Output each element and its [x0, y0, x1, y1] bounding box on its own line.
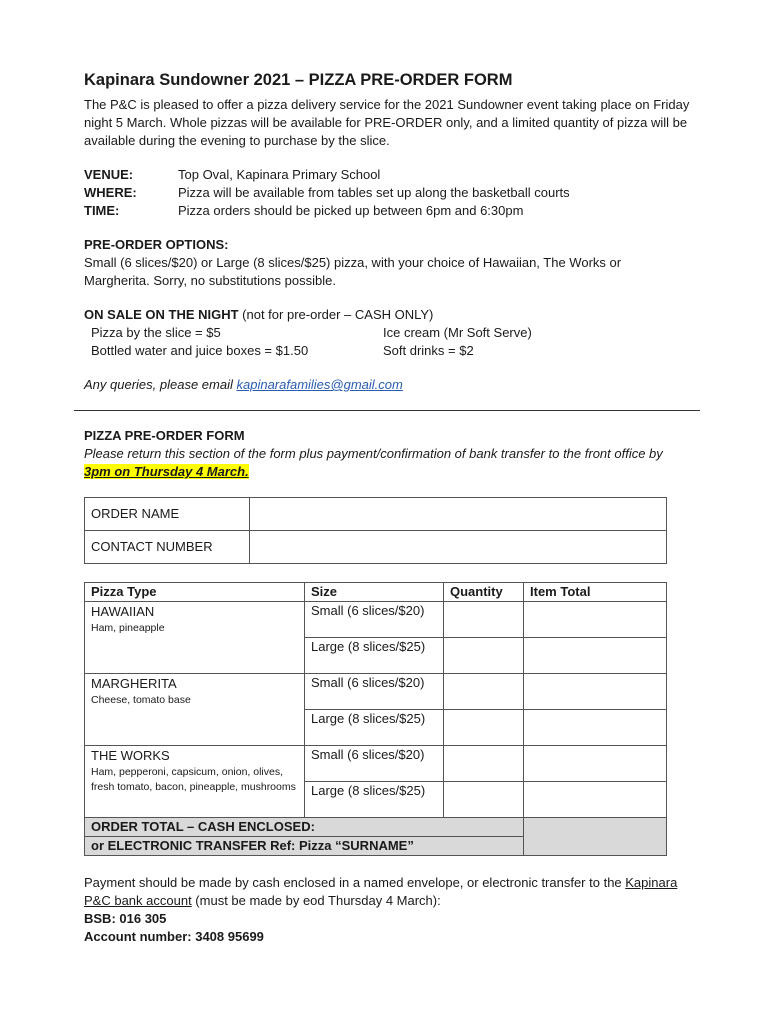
- order-total-label: ORDER TOTAL – CASH ENCLOSED:: [85, 818, 524, 837]
- item-total-field[interactable]: [524, 602, 667, 638]
- preorder-section: [84, 236, 690, 290]
- table-header-row: [85, 583, 667, 602]
- column-header: Item Total: [524, 583, 667, 602]
- onsale-item: Pizza by the slice = $5: [91, 325, 221, 340]
- item-total-field[interactable]: [524, 782, 667, 818]
- pizza-description: Ham, pepperoni, capsicum, onion, olives, fresh tomato, bacon, pineapple, mushrooms: [91, 766, 296, 793]
- order-total-field[interactable]: [524, 818, 667, 856]
- payment-text-1: Payment should be made by cash enclosed in a named envelope, or electronic transfer to the: [84, 875, 626, 890]
- payment-section: [84, 874, 690, 946]
- column-header: Quantity: [444, 583, 524, 602]
- info-label: TIME:: [84, 203, 120, 218]
- onsale-item: Bottled water and juice boxes = $1.50: [91, 343, 309, 358]
- column-header: Pizza Type: [85, 583, 305, 602]
- form-heading: PIZZA PRE-ORDER FORM: [84, 428, 245, 443]
- size-cell: Large (8 slices/$25): [305, 782, 444, 818]
- contact-number-row: [85, 531, 667, 564]
- pizza-order-table: [84, 582, 667, 856]
- order-total-row: [85, 818, 667, 837]
- pizza-name: MARGHERITA: [91, 676, 177, 691]
- deadline-highlight: 3pm on Thursday 4 March.: [84, 464, 249, 479]
- account-number: Account number: 3408 95699: [84, 929, 264, 944]
- pizza-type-the-works: [85, 746, 305, 818]
- quantity-field[interactable]: [444, 746, 524, 782]
- info-row-where: [84, 184, 690, 202]
- info-value: Pizza orders should be picked up between 6pm and 6:30pm: [178, 203, 524, 218]
- size-cell: Small (6 slices/$20): [305, 746, 444, 782]
- intro-paragraph: The P&C is pleased to offer a pizza delivery service for the 2021 Sundowner event taking place on Friday night 5 March. Whole pizzas will be available for PRE-ORDER only, and a limited quantity of pizza will be available during the evening to purchase by the slice.: [84, 97, 690, 148]
- order-name-row: [85, 498, 667, 531]
- item-total-field[interactable]: [524, 638, 667, 674]
- contact-number-field[interactable]: [250, 531, 667, 564]
- pizza-name: THE WORKS: [91, 748, 170, 763]
- info-row-venue: [84, 166, 690, 184]
- payment-text-2: (must be made by eod Thursday 4 March):: [191, 893, 441, 908]
- table-row: [85, 746, 667, 782]
- onsale-note: (not for pre-order – CASH ONLY): [238, 307, 434, 322]
- onsale-item: Soft drinks = $2: [383, 343, 474, 358]
- size-cell: Small (6 slices/$20): [305, 674, 444, 710]
- pizza-type-hawaiian: [85, 602, 305, 674]
- quantity-field[interactable]: [444, 710, 524, 746]
- order-name-field[interactable]: [250, 498, 667, 531]
- event-info: [84, 166, 690, 220]
- order-details-table: [84, 497, 667, 564]
- table-row: [85, 602, 667, 638]
- pizza-type-margherita: [85, 674, 305, 746]
- payment-text: [84, 874, 690, 910]
- item-total-field[interactable]: [524, 746, 667, 782]
- transfer-ref-label: or ELECTRONIC TRANSFER Ref: Pizza “SURNAME”: [85, 837, 524, 856]
- preorder-heading: PRE-ORDER OPTIONS:: [84, 237, 229, 252]
- form-instruction-text: Please return this section of the form plus payment/confirmation of bank transfer to the front office by: [84, 446, 663, 461]
- onsale-heading-line: [84, 306, 690, 324]
- info-value: Top Oval, Kapinara Primary School: [178, 167, 381, 182]
- bank-account-link: Kapinara P&C bank account: [84, 875, 678, 908]
- page-title: Kapinara Sundowner 2021 – PIZZA PRE-ORDER FORM: [84, 71, 513, 89]
- queries-text: Any queries, please email: [84, 377, 237, 392]
- email-link[interactable]: kapinarafamilies@gmail.com: [236, 377, 403, 392]
- pizza-name: HAWAIIAN: [91, 604, 155, 619]
- info-label: WHERE:: [84, 185, 137, 200]
- item-total-field[interactable]: [524, 674, 667, 710]
- size-cell: Large (8 slices/$25): [305, 638, 444, 674]
- info-value: Pizza will be available from tables set up along the basketball courts: [178, 185, 570, 200]
- divider: [74, 410, 700, 411]
- table-row: [85, 674, 667, 710]
- order-name-label: ORDER NAME: [85, 498, 250, 531]
- quantity-field[interactable]: [444, 638, 524, 674]
- info-label: VENUE:: [84, 167, 134, 182]
- preorder-text: Small (6 slices/$20) or Large (8 slices/$25) pizza, with your choice of Hawaiian, The Works or Margherita. Sorry, no substitutions possible.: [84, 255, 622, 288]
- quantity-field[interactable]: [444, 602, 524, 638]
- item-total-field[interactable]: [524, 710, 667, 746]
- pizza-description: Cheese, tomato base: [91, 694, 191, 706]
- onsale-heading: ON SALE ON THE NIGHT: [84, 307, 239, 322]
- document-page: [84, 70, 690, 946]
- info-row-time: [84, 202, 690, 220]
- contact-number-label: CONTACT NUMBER: [85, 531, 250, 564]
- form-instruction: [84, 445, 690, 481]
- pizza-description: Ham, pineapple: [91, 622, 165, 634]
- onsale-items: [84, 324, 690, 360]
- onsale-section: [84, 306, 690, 360]
- size-cell: Large (8 slices/$25): [305, 710, 444, 746]
- queries-line: [84, 376, 690, 394]
- size-cell: Small (6 slices/$20): [305, 602, 444, 638]
- quantity-field[interactable]: [444, 782, 524, 818]
- bsb-number: BSB: 016 305: [84, 911, 167, 926]
- onsale-item: Ice cream (Mr Soft Serve): [383, 325, 532, 340]
- column-header: Size: [305, 583, 444, 602]
- quantity-field[interactable]: [444, 674, 524, 710]
